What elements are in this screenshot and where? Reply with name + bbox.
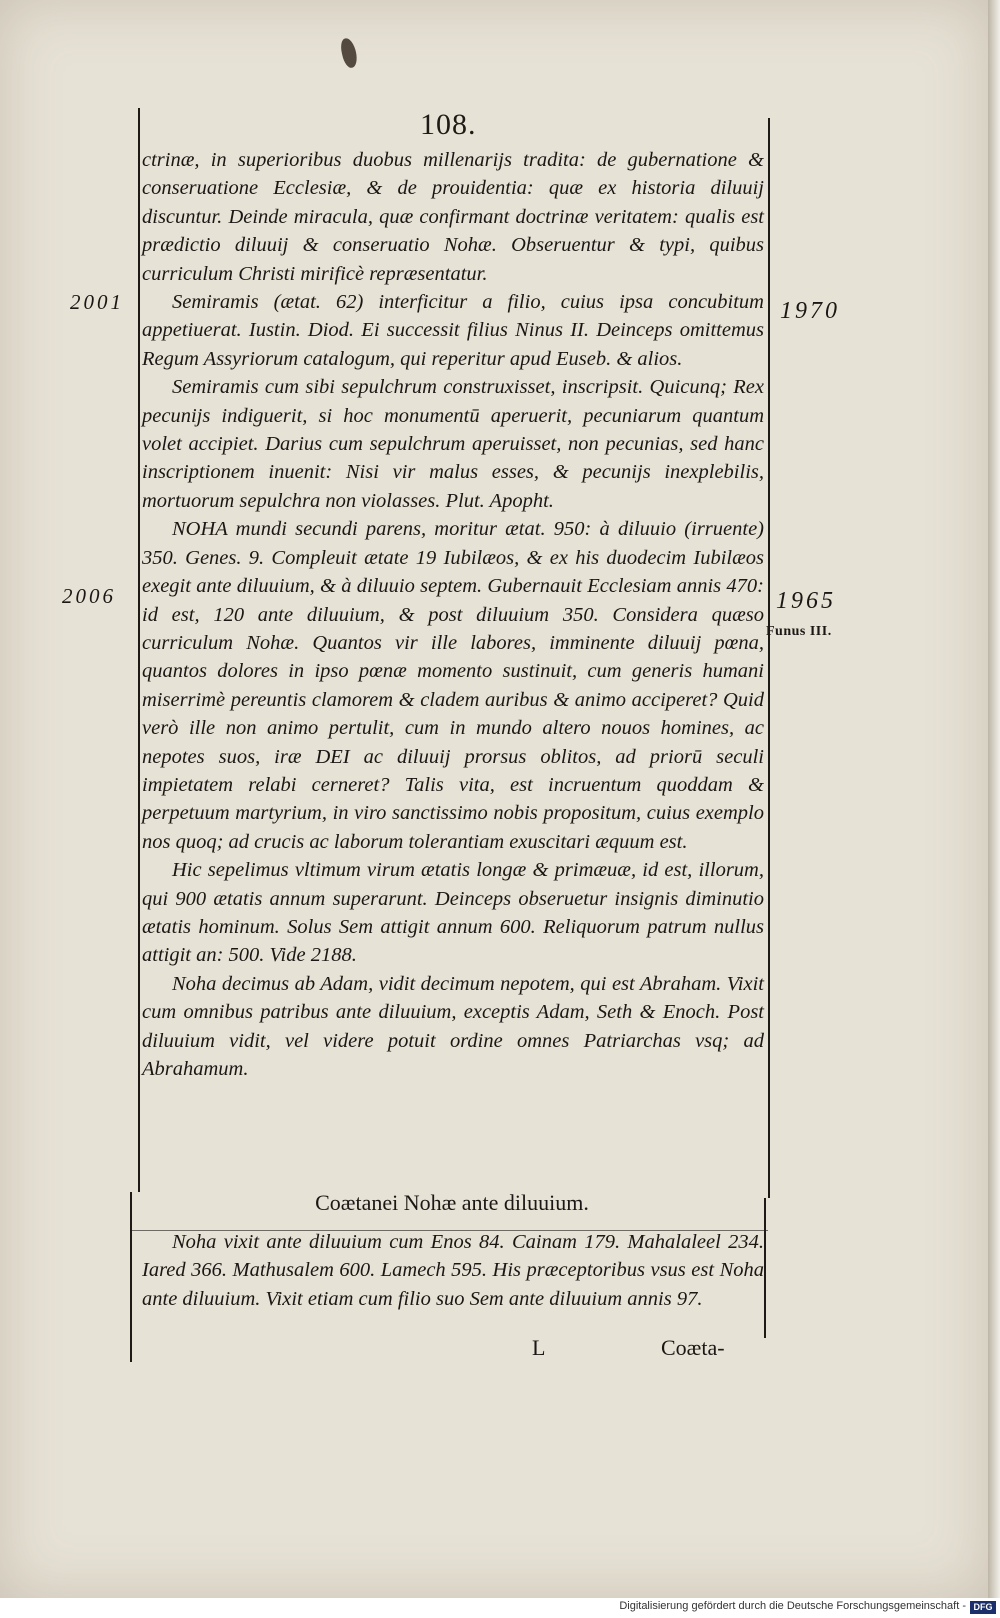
paragraph-1: ctrinæ, in superioribus duobus millenarijs tradita: de gubernatione & conseruatione Ecclesiæ, & de prouidentia: quæ ex historia diluuij discuntur. Deinde miracula, quæ confirmant doctrinæ veritatem: qualis est prædictio diluuij & conseruatio Nohæ. Obseruentur & typi, quibus curriculum Christi mirificè repræsentatur. [142, 149, 764, 285]
paragraph-3: Semiramis cum sibi sepulchrum construxisset, inscripsit. Quicunq; Rex pecunijs indiguerit, si hoc monumentū aperuerit, pecuniarum quantum volet accipiet. Darius cum sepulchrum aperuisset, non pecunias, sed hanc inscriptionem inuenit: Nisi vir malus esses, & pecunijs inexplebilis, mortuorum sepulchra non violasses. Plut. Apopht. [142, 376, 764, 512]
margin-year-left-2: 2006 [62, 584, 116, 608]
left-rule-bottom [130, 1192, 132, 1362]
right-rule-top [768, 118, 770, 1198]
main-text [142, 146, 764, 1083]
margin-year-left-1: 2001 [70, 290, 124, 314]
paragraph-7: Noha vixit ante diluuium cum Enos 84. Cainam 179. Mahalaleel 234. Iared 366. Mathusalem 600. Lamech 595. His præceptoribus vsus est Noha ante diluuium. Vixit etiam cum filio suo Sem ante diluuium annis 97. [142, 1231, 764, 1310]
footer-credit: Digitalisierung gefördert durch die Deutsche Forschungsgemeinschaft - [619, 1600, 966, 1612]
paragraph-after-heading [142, 1228, 764, 1313]
paragraph-2: Semiramis (ætat. 62) interficitur a filio, cuius ipsa concubitum appetiuerat. Iustin. Diod. Ei successit filius Ninus II. Deinceps omittemus Regum Assyriorum catalogum, qui reperitur apud Euseb. & alios. [142, 291, 764, 370]
margin-note-funus: Funus III. [766, 624, 832, 639]
signature-mark: L [532, 1335, 546, 1360]
margin-year-right-1: 1970 [780, 298, 840, 324]
ink-blot [339, 37, 359, 69]
left-rule-top [138, 108, 140, 1192]
page-number: 108. [420, 108, 477, 141]
right-rule-bottom [764, 1198, 766, 1338]
dfg-logo-icon: DFG [970, 1601, 996, 1614]
paragraph-5: Hic sepelimus vltimum virum ætatis longæ & primæuæ, id est, illorum, qui 900 ætatis annum superarunt. Deinceps obseruetur insignis diminutio ætatis hominum. Solus Sem attigit annum 600. Reliquorum patrum nullus attigit an: 500. Vide 2188. [142, 859, 764, 967]
catchword: Coæta- [661, 1335, 725, 1360]
paragraph-4: NOHA mundi secundi parens, moritur ætat. 950: à diluuio (irruente) 350. Genes. 9. Compleuit ætate 19 Iubilæos, & ex his duodecim Iubilæos exegit ante diluuium, & à diluuio septem. Gubernauit Ecclesiam annis 470: id est, 120 ante diluuium, & post diluuium 350. Considera quæso curriculum Nohæ. Quantos vir ille labores, imminente diluuij pœna, quantos dolores in ipso pœnæ momento sustinuit, cum generis humani miserrimè pereuntis clamorem & cladem auribus & animo acciperet? Quid verò ille non animo pertulit, cum in mundo altero nouos homines, ac nepotes suos, iræ DEI ac diluuij prorsus oblitos, ad priorū seculi impietatem relabi cerneret? Talis vita, est incruentum quoddam & perpetuum martyrium, in viro sanctissimo nobis propositum, cuius exemplo nos quoq; ad crucis ac laborum tolerantiam exuscitari æquum est. [142, 518, 764, 853]
book-edge [988, 0, 1000, 1598]
section-heading: Coætanei Nohæ ante diluuium. [315, 1190, 589, 1215]
paragraph-6: Noha decimus ab Adam, vidit decimum nepotem, qui est Abraham. Vixit cum omnibus patribus ante diluuium, exceptis Adam, Seth & Enoch. Post diluuium vidit, vel videre potuit ordine omnes Patriarchas vsq; ad Abrahamum. [142, 972, 764, 1080]
margin-year-right-2: 1965 [776, 588, 836, 614]
